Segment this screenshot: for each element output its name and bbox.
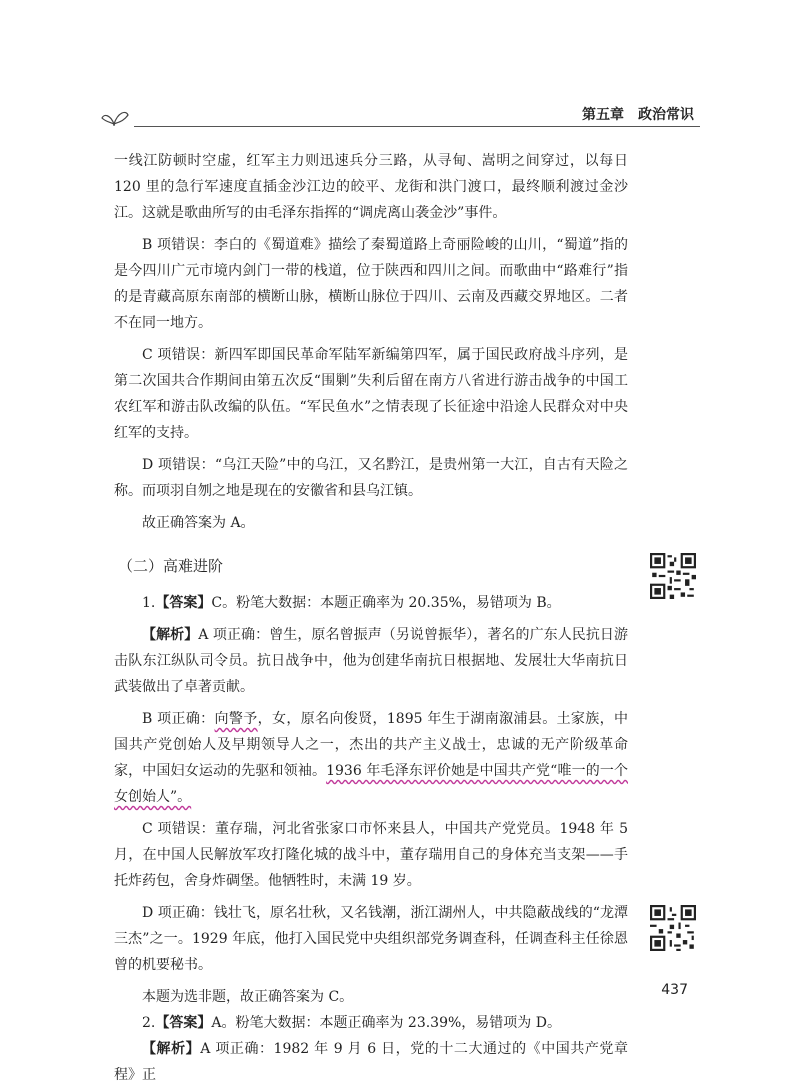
chapter-name: 政治常识 <box>638 107 694 123</box>
q1-option-c: C 项错误：董存瑞，河北省张家口市怀来县人，中国共产党党员。1948 年 5 月，在中国人民解放军攻打隆化城的战斗中，董存瑞用自己的身体充当支架——手托炸药包，舍身炸碉堡。他牺牲时，未满 19 岁。 <box>114 821 628 889</box>
q1-conclusion: 本题为选非题，故正确答案为 C。 <box>142 989 354 1005</box>
q2-answer <box>114 1010 628 1036</box>
answer-text: C。粉笔大数据：本题正确率为 20.35%，易错项为 B。 <box>211 595 561 611</box>
q1-option-b <box>114 706 628 810</box>
page-header <box>100 100 700 130</box>
answer-text: A。粉笔大数据：本题正确率为 23.39%，易错项为 D。 <box>211 1015 561 1031</box>
highlighted-name: 向警予 <box>214 711 258 727</box>
paragraph: C 项错误：新四军即国民革命军陆军新编第四军，属于国民政府战斗序列，是第二次国共合作期间由第五次反“围剿”失利后留在南方八省进行游击战争的中国工农红军和游击队改编的队伍。“军民鱼水”之情表现了长征途中沿途人民群众对中央红军的支持。 <box>114 347 628 441</box>
paragraph: 故正确答案为 A。 <box>142 515 255 531</box>
qr-code-icon[interactable] <box>650 905 696 951</box>
analysis-tag: 【解析】 <box>142 1041 201 1057</box>
analysis-tag: 【解析】 <box>142 627 199 643</box>
option-b-text: ，女，原名向俊贤，1895 年生于湖南溆浦县。土家族，中国共产党创始人及早期领导人之一，杰出的共产主义战士，忠诚的无产阶级革命家，中国妇女运动的先驱和领袖。 <box>114 711 629 779</box>
answer-tag: 【答案】 <box>155 595 212 611</box>
paragraph: 一线江防顿时空虚，红军主力则迅速兵分三路，从寻甸、嵩明之间穿过，以每日 120 里的急行军速度直插金沙江边的皎平、龙街和洪门渡口，最终顺利渡过金沙江。这就是歌曲所写的由毛泽东指挥的“调虎离山袭金沙”事件。 <box>114 153 628 221</box>
analysis-text: A 项正确：曾生，原名曾振声（另说曾振华），著名的广东人民抗日游击队东江纵队司令员。抗日战争中，他为创建华南抗日根据地、发展壮大华南抗日武装做出了卓著贡献。 <box>114 627 629 695</box>
section-title: （二）高难进阶 <box>118 557 224 575</box>
leaf-icon <box>100 106 130 126</box>
answer-tag: 【答案】 <box>155 1015 212 1031</box>
q1-answer <box>114 590 628 616</box>
page-body <box>114 148 628 1088</box>
analysis-text: A 项正确：1982 年 9 月 6 日，党的十二大通过的《中国共产党章程》正 <box>114 1041 628 1083</box>
q2-number: 2. <box>142 1015 156 1031</box>
highlighted-quote: 1936 年毛泽东评价她是中国共产党“唯一的一个女创始人”。 <box>114 763 628 805</box>
header-rule <box>134 126 700 127</box>
paragraph: D 项错误：“乌江天险”中的乌江，又名黔江，是贵州第一大江，自古有天险之称。而项羽自刎之地是现在的安徽省和县乌江镇。 <box>114 457 628 499</box>
chapter-number: 第五章 <box>582 107 624 123</box>
paragraph: B 项错误：李白的《蜀道难》描绘了秦蜀道路上奇丽险峻的山川，“蜀道”指的是今四川广元市境内剑门一带的栈道，位于陕西和四川之间。而歌曲中“路难行”指的是青藏高原东南部的横断山脉，横断山脉位于四川、云南及西藏交界地区。二者不在同一地方。 <box>114 237 628 331</box>
qr-code-icon[interactable] <box>650 553 696 599</box>
chapter-title <box>568 104 694 124</box>
page-number: 437 <box>661 982 688 998</box>
option-b-prefix: B 项正确： <box>142 711 215 727</box>
q1-analysis <box>114 622 628 700</box>
q2-analysis <box>114 1036 628 1088</box>
q1-option-d: D 项正确：钱壮飞，原名壮秋，又名钱潮，浙江湖州人，中共隐蔽战线的“龙潭三杰”之一。1929 年底，他打入国民党中央组织部党务调查科，任调查科主任徐恩曾的机要秘书。 <box>114 905 628 973</box>
q1-number: 1. <box>142 595 156 611</box>
